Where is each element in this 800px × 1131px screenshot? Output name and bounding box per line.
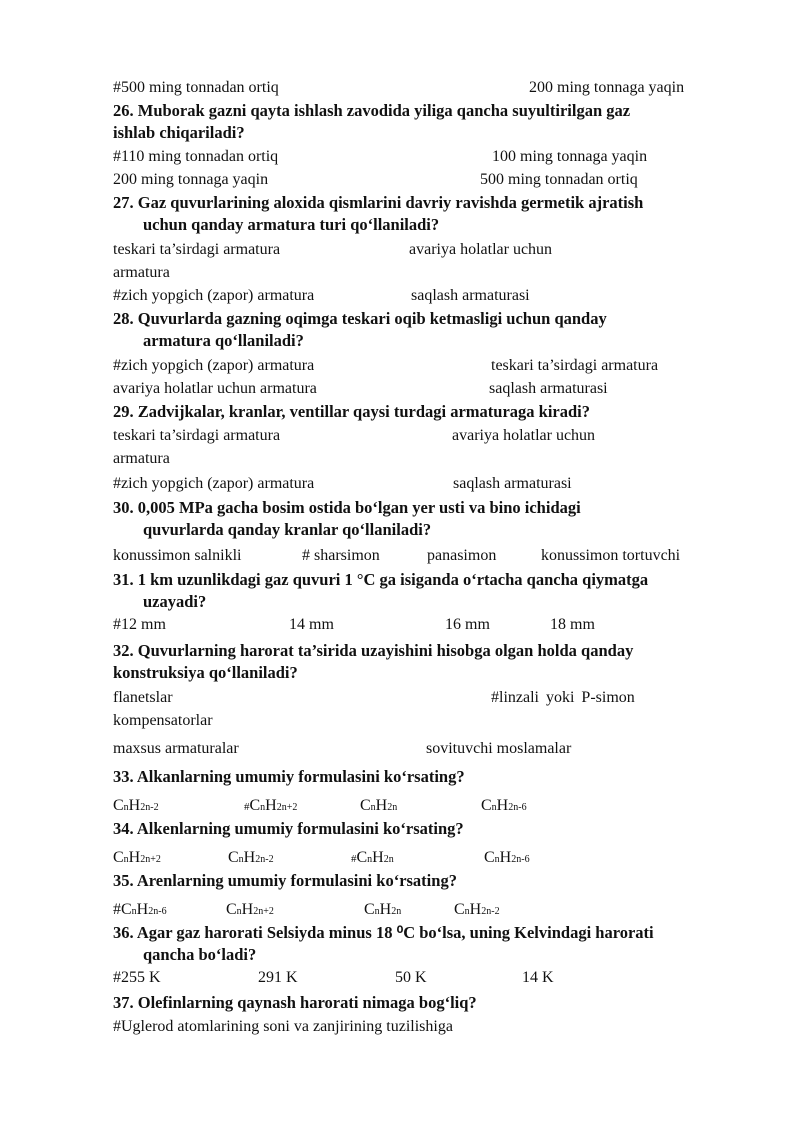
answer-option: saqlash armaturasi [489,380,608,397]
answer-option: saqlash armaturasi [453,475,572,492]
answer-option: maxsus armaturalar [113,740,239,757]
formula-option: CnH2n [364,901,402,918]
answer-option: 500 ming tonnadan ortiq [480,171,638,188]
question-36-cont: qancha bo‘ladi? [143,945,257,964]
formula-option: CnH2n-2 [228,849,274,866]
answer-option: avariya holatlar uchun [409,241,553,258]
answer-option: 100 ming tonnaga yaqin [492,148,648,165]
question-28: 28. Quvurlarda gazning oqimga teskari oqib ketmasligi uchun qanday [113,309,607,328]
answer-option: 14 mm [289,616,334,633]
answer-option: #110 ming tonnadan ortiq [113,148,279,165]
question-26-cont: ishlab chiqariladi? [113,123,245,142]
answer-option-cont: armatura [113,264,170,281]
question-26: 26. Muborak gazni qayta ishlash zavodida yiliga qancha suyultirilgan gaz [113,101,631,120]
answer-option: 291 K [258,969,298,986]
formula-option: CnH2n-2 [113,797,159,814]
answer-option: #Uglerod atomlarining soni va zanjirining tuzilishiga [113,1018,453,1035]
answer-option: 200 ming tonnaga yaqin [529,79,685,96]
answer-option: teskari ta’sirdagi armatura [113,241,281,258]
answer-option: 200 ming tonnaga yaqin [113,171,269,188]
formula-option: CnH2n-6 [481,797,527,814]
answer-option: 50 K [395,969,427,986]
answer-option: 18 mm [550,616,595,633]
question-35: 35. Arenlarning umumiy formulasini ko‘rsating? [113,871,457,890]
answer-option: teskari ta’sirdagi armatura [491,357,659,374]
question-37: 37. Olefinlarning qaynash harorati nimaga bog‘liq? [113,993,477,1012]
question-32: 32. Quvurlarning harorat ta’sirida uzayishini hisobga olgan holda qanday [113,641,634,660]
answer-option: flanetslar [113,689,173,706]
answer-option: konussimon salnikli [113,547,242,564]
answer-option: #500 ming tonnadan ortiq [113,79,279,96]
question-34: 34. Alkenlarning umumiy formulasini ko‘rsating? [113,819,464,838]
question-27: 27. Gaz quvurlarining aloxida qismlarini davriy ravishda germetik ajratish [113,193,644,212]
formula-option: #CnH2n+2 [244,797,298,814]
answer-option: # sharsimon [302,547,380,564]
answer-option: sovituvchi moslamalar [426,740,572,757]
answer-option: avariya holatlar uchun armatura [113,380,317,397]
formula-option: #CnH2n-6 [113,901,167,918]
answer-option: #zich yopgich (zapor) armatura [113,357,315,374]
formula-option: CnH2n [360,797,398,814]
question-28-cont: armatura qo‘llaniladi? [143,331,304,350]
question-30-cont: quvurlarda qanday kranlar qo‘llaniladi? [143,520,432,539]
answer-option: #zich yopgich (zapor) armatura [113,287,315,304]
answer-option: #255 K [113,969,161,986]
answer-option: konussimon tortuvchi [541,547,681,564]
answer-option: 14 K [522,969,554,986]
answer-option: teskari ta’sirdagi armatura [113,427,281,444]
answer-option: #zich yopgich (zapor) armatura [113,475,315,492]
question-31-cont: uzayadi? [143,592,207,611]
answer-option: #12 mm [113,616,166,633]
answer-option: #linzali yoki P-simon [491,689,635,706]
question-32-cont: konstruksiya qo‘llaniladi? [113,663,298,682]
formula-option: #CnH2n [351,849,394,866]
answer-option: saqlash armaturasi [411,287,530,304]
question-29: 29. Zadvijkalar, kranlar, ventillar qaysi turdagi armaturaga kiradi? [113,402,591,421]
answer-option: avariya holatlar uchun [452,427,596,444]
answer-option: 16 mm [445,616,490,633]
question-36: 36. Agar gaz harorati Selsiyda minus 18 ⁰C bo‘lsa, uning Kelvindagi harorati [113,923,654,942]
answer-option-cont: kompensatorlar [113,712,213,729]
formula-option: CnH2n+2 [113,849,161,866]
formula-option: CnH2n-2 [454,901,500,918]
question-33: 33. Alkanlarning umumiy formulasini ko‘rsating? [113,767,465,786]
answer-option-cont: armatura [113,450,170,467]
question-31: 31. 1 km uzunlikdagi gaz quvuri 1 °C ga isiganda o‘rtacha qancha qiymatga [113,570,649,589]
formula-option: CnH2n-6 [484,849,530,866]
answer-option: panasimon [427,547,497,564]
question-30: 30. 0,005 MPa gacha bosim ostida bo‘lgan yer usti va bino ichidagi [113,498,581,517]
formula-option: CnH2n+2 [226,901,274,918]
question-27-cont: uchun qanday armatura turi qo‘llaniladi? [143,215,440,234]
